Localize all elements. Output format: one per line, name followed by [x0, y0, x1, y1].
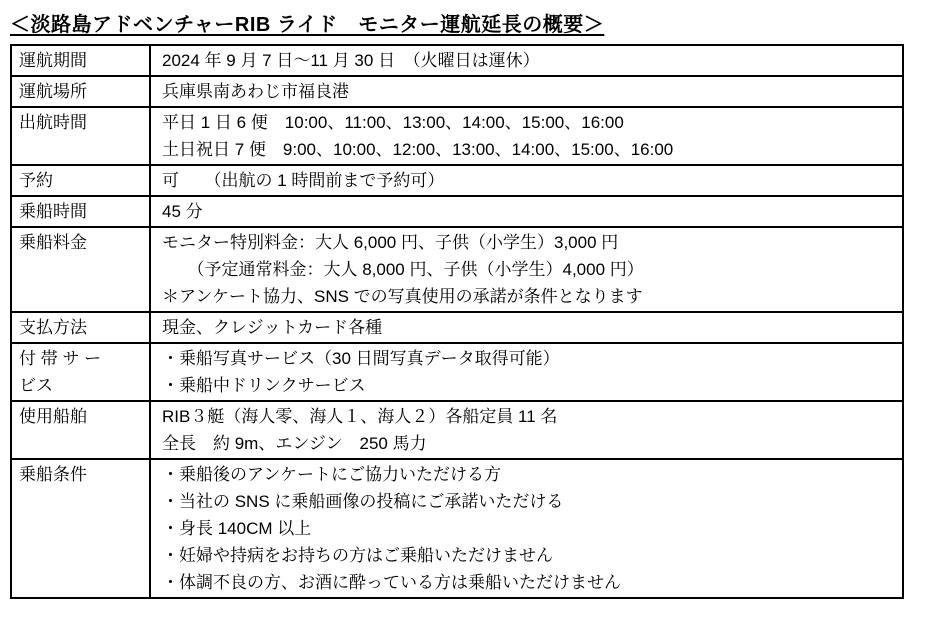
- row-value-line: ・体調不良の方、お酒に酔っている方は乗船いただけません: [162, 573, 621, 592]
- row-value-operation-location: [150, 76, 903, 107]
- table-row-payment-methods: [11, 312, 903, 343]
- row-value-line: ・乗船後のアンケートにご協力いただける方: [162, 465, 501, 484]
- row-value-departure-times: [150, 107, 903, 165]
- table-row-vessels-used: [11, 401, 903, 459]
- row-label-line: 乗船条件: [19, 465, 87, 484]
- row-label-boarding-conditions: [11, 459, 150, 598]
- row-value-line: ・乗船写真サービス（30 日間写真データ取得可能）: [162, 349, 560, 368]
- table-row-operation-location: [11, 76, 903, 107]
- row-value-line: ・妊婦や持病をお持ちの方はご乗船いただけません: [162, 546, 553, 565]
- row-value-line: 2024 年 9 月 7 日～11 月 30 日 （火曜日は運休）: [162, 51, 540, 70]
- row-value-line: モニター特別料金：大人 6,000 円、子供（小学生）3,000 円: [162, 233, 619, 252]
- row-value-reservation: [150, 165, 903, 196]
- row-value-line: 土日祝日 7 便 9:00、10:00、12:00、13:00、14:00、15:00、16:00: [162, 140, 674, 159]
- table-row-departure-times: [11, 107, 903, 165]
- row-label-boarding-duration: [11, 196, 150, 227]
- row-value-line: 平日 1 日 6 便 10:00、11:00、13:00、14:00、15:00、16:00: [162, 113, 624, 132]
- row-value-boarding-conditions: [150, 459, 903, 598]
- row-value-line: 兵庫県南あわじ市福良港: [162, 82, 349, 101]
- summary-table: [10, 44, 904, 599]
- table-row-boarding-duration: [11, 196, 903, 227]
- table-row-included-services: [11, 343, 903, 401]
- row-value-line: ・乗船中ドリンクサービス: [162, 376, 366, 395]
- row-label-vessels-used: [11, 401, 150, 459]
- row-label-line: 乗船料金: [19, 233, 87, 252]
- row-label-departure-times: [11, 107, 150, 165]
- row-value-boarding-fare: [150, 227, 903, 312]
- summary-table-body: [11, 45, 903, 598]
- row-value-line: 全長 約 9m、エンジン 250 馬力: [162, 434, 427, 453]
- row-value-included-services: [150, 343, 903, 401]
- row-value-operation-period: [150, 45, 903, 76]
- row-value-line: ・身長 140CM 以上: [162, 519, 312, 538]
- row-label-reservation: [11, 165, 150, 196]
- row-value-line: ・当社の SNS に乗船画像の投稿にご承諾いただける: [162, 492, 564, 511]
- row-value-line: （予定通常料金：大人 8,000 円、子供（小学生）4,000 円）: [162, 260, 644, 279]
- row-label-line: 使用船舶: [19, 407, 87, 426]
- row-value-boarding-duration: [150, 196, 903, 227]
- row-value-line: 45 分: [162, 202, 203, 221]
- table-row-reservation: [11, 165, 903, 196]
- row-label-line: 運航場所: [19, 82, 87, 101]
- row-label-line: 支払方法: [19, 318, 87, 337]
- table-row-boarding-conditions: [11, 459, 903, 598]
- row-label-line: 運航期間: [19, 51, 87, 70]
- row-label-line: ビス: [19, 376, 53, 395]
- row-value-vessels-used: [150, 401, 903, 459]
- row-value-line: RIB３艇（海人零、海人１、海人２）各船定員 11 名: [162, 407, 558, 426]
- page-title: ＜淡路島アドベンチャーRIB ライド モニター運航延長の概要＞: [10, 14, 605, 36]
- row-label-operation-period: [11, 45, 150, 76]
- row-value-line: ＊アンケート協力、SNS での写真使用の承諾が条件となります: [162, 287, 643, 306]
- row-label-line: 予約: [19, 171, 53, 190]
- row-label-operation-location: [11, 76, 150, 107]
- table-row-boarding-fare: [11, 227, 903, 312]
- row-label-payment-methods: [11, 312, 150, 343]
- row-value-payment-methods: [150, 312, 903, 343]
- row-value-line: 現金、クレジットカード各種: [162, 318, 383, 337]
- row-label-line: 付 帯 サ ー: [19, 349, 102, 368]
- table-row-operation-period: [11, 45, 903, 76]
- row-value-line: 可 （出航の 1 時間前まで予約可）: [162, 171, 445, 190]
- row-label-line: 出航時間: [19, 113, 87, 132]
- row-label-included-services: [11, 343, 150, 401]
- row-label-line: 乗船時間: [19, 202, 87, 221]
- row-label-boarding-fare: [11, 227, 150, 312]
